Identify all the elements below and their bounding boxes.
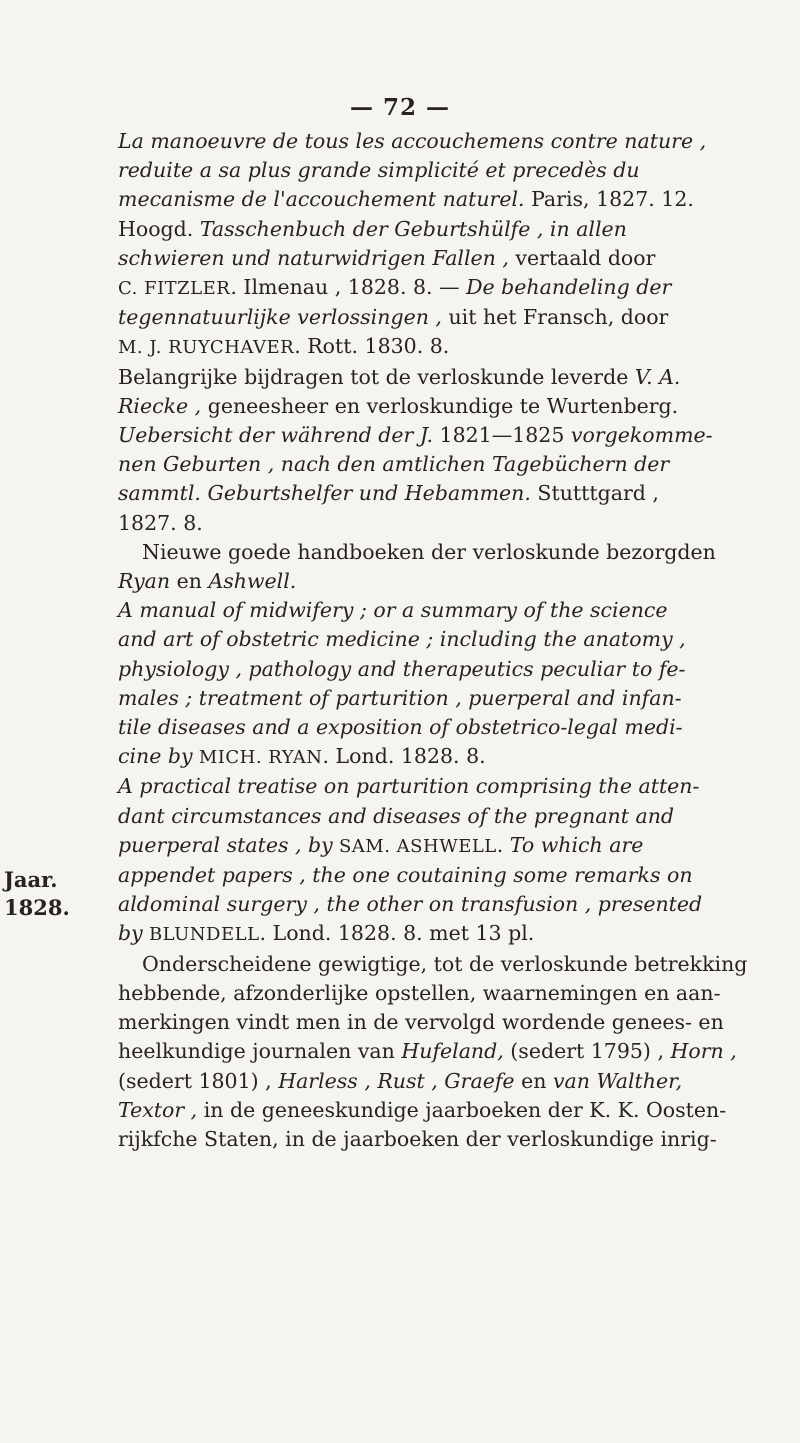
text-line <box>118 625 768 654</box>
text-line <box>118 596 768 625</box>
text-segment: Paris, 1827. 12. <box>524 187 694 212</box>
text-line <box>118 1008 768 1037</box>
text-segment: Nieuwe goede handboeken der verloskunde bezorgden <box>142 539 716 564</box>
text-segment: rijkfche Staten, in de jaarboeken der verloskundige inrig- <box>118 1126 717 1151</box>
text-line <box>118 713 768 742</box>
text-line <box>118 303 768 332</box>
text-segment: Hoogd. <box>118 216 200 241</box>
text-segment: uit het Fransch, door <box>441 305 669 330</box>
text-line <box>118 127 768 156</box>
italic-text-segment: A manual of midwifery ; or a summary of the science <box>118 598 668 623</box>
italic-text-segment: nen Geburten , nach den amtlichen Tagebüchern der <box>118 452 670 477</box>
text-segment: Belangrijke bijdragen tot de verloskunde leverde <box>118 364 635 389</box>
text-line <box>118 950 768 979</box>
text-segment: SAM. ASHWELL <box>332 835 497 857</box>
body-text <box>118 127 768 1154</box>
text-segment: en <box>170 569 209 594</box>
text-line <box>118 363 768 392</box>
italic-text-segment: aldominal surgery , the other on transfusion , presented <box>118 892 703 917</box>
margin-note-label: Jaar. <box>4 867 58 892</box>
text-line <box>118 1067 768 1096</box>
text-line <box>118 919 768 949</box>
text-line <box>118 479 768 508</box>
text-segment: 1827. 8. <box>118 510 203 535</box>
text-line <box>118 421 768 450</box>
text-line <box>118 215 768 244</box>
italic-text-segment: V. A. <box>634 364 681 389</box>
text-line <box>118 244 768 273</box>
italic-text-segment: Tasschenbuch der Geburtshülfe , in allen <box>199 216 627 241</box>
text-line <box>118 1125 768 1154</box>
italic-text-segment: sammtl. Geburtshelfer und Hebammen. <box>118 481 531 506</box>
italic-text-segment: De behandeling der <box>466 275 672 300</box>
text-segment: M. J. RUYCHAVER <box>118 337 295 359</box>
text-line <box>118 450 768 479</box>
italic-text-segment: van Walther, <box>552 1068 683 1093</box>
text-segment: Stutttgard , <box>530 481 659 506</box>
italic-text-segment: mecanisme de l'accouchement naturel. <box>118 187 525 212</box>
italic-text-segment: physiology , pathology and therapeutics peculiar to fe- <box>118 656 686 681</box>
italic-text-segment: Riecke , <box>118 393 202 418</box>
italic-text-segment: Textor , <box>118 1097 198 1122</box>
italic-text-segment: reduite a sa plus grande simplicité et precedès du <box>118 158 640 183</box>
italic-text-segment: tile diseases and a exposition of obstetrico-legal medi- <box>118 715 683 740</box>
text-segment: 1821—1825 <box>433 423 571 448</box>
italic-text-segment: A practical treatise on parturition comprising the atten- <box>118 774 700 799</box>
text-line <box>118 509 768 538</box>
page-number: — 72 — <box>349 94 451 121</box>
italic-text-segment: Ryan <box>118 569 171 594</box>
text-segment: geneesheer en verloskundige te Wurtenberg. <box>201 393 679 418</box>
text-line <box>118 655 768 684</box>
italic-text-segment: cine by <box>118 744 193 769</box>
text-segment: BLUNDELL <box>142 924 260 946</box>
text-segment: en <box>514 1068 553 1093</box>
text-line <box>118 567 768 596</box>
text-segment: (sedert 1801) , <box>118 1068 279 1093</box>
text-segment: C. FITZLER <box>118 278 231 300</box>
text-line <box>118 1096 768 1125</box>
text-line <box>118 1037 768 1066</box>
text-segment: . <box>496 832 510 857</box>
text-line <box>118 684 768 713</box>
text-segment: MICH. RYAN <box>192 747 323 769</box>
italic-text-segment: Harless , Rust , Graefe <box>278 1068 515 1093</box>
italic-text-segment: To which are <box>509 832 644 857</box>
text-line <box>118 802 768 831</box>
text-segment: vertaald door <box>508 245 656 270</box>
italic-text-segment: puerperal states , by <box>118 832 333 857</box>
text-segment: . Ilmenau , 1828. 8. — <box>230 275 467 300</box>
italic-text-segment: Horn , <box>670 1039 737 1064</box>
italic-text-segment: La manoeuvre de tous les accouchemens contre nature , <box>118 129 707 153</box>
text-segment: heelkundige journalen van <box>118 1039 402 1064</box>
text-line <box>118 742 768 772</box>
text-segment: hebbende, afzonderlijke opstellen, waarnemingen en aan- <box>118 980 721 1005</box>
italic-text-segment: by <box>118 921 143 946</box>
text-segment: (sedert 1795) , <box>503 1039 671 1064</box>
text-line <box>118 861 768 890</box>
text-line <box>118 156 768 185</box>
italic-text-segment: appendet papers , the one coutaining some remarks on <box>118 863 693 888</box>
italic-text-segment: Ashwell. <box>208 569 297 594</box>
text-line <box>118 538 768 567</box>
italic-text-segment: schwieren und naturwidrigen Fallen , <box>118 245 509 270</box>
text-line <box>118 890 768 919</box>
margin-note-year: 1828. <box>4 895 70 920</box>
italic-text-segment: tegennatuurlijke verlossingen , <box>118 305 442 330</box>
text-line <box>118 772 768 801</box>
text-line <box>118 273 768 303</box>
italic-text-segment: dant circumstances and diseases of the pregnant and <box>118 803 675 828</box>
text-line <box>118 979 768 1008</box>
text-line <box>118 831 768 861</box>
italic-text-segment: vorgekomme- <box>570 423 713 448</box>
text-line <box>118 185 768 214</box>
text-segment: . Lond. 1828. 8. met 13 pl. <box>259 921 535 946</box>
text-segment: Onderscheidene gewigtige, tot de verloskunde betrekking <box>142 951 748 976</box>
text-segment: in de geneeskundige jaarboeken der K. K. Oosten- <box>197 1097 727 1122</box>
text-segment: . Rott. 1830. 8. <box>294 334 450 359</box>
italic-text-segment: and art of obstetric medicine ; including the anatomy , <box>118 627 686 652</box>
text-line <box>118 392 768 421</box>
text-segment: merkingen vindt men in de vervolgd wordende genees- en <box>118 1010 724 1035</box>
text-segment: . Lond. 1828. 8. <box>322 744 486 769</box>
italic-text-segment: Hufeland, <box>401 1039 504 1064</box>
italic-text-segment: males ; treatment of parturition , puerperal and infan- <box>118 685 682 710</box>
text-line <box>118 332 768 362</box>
italic-text-segment: Uebersicht der während der J. <box>118 423 434 448</box>
